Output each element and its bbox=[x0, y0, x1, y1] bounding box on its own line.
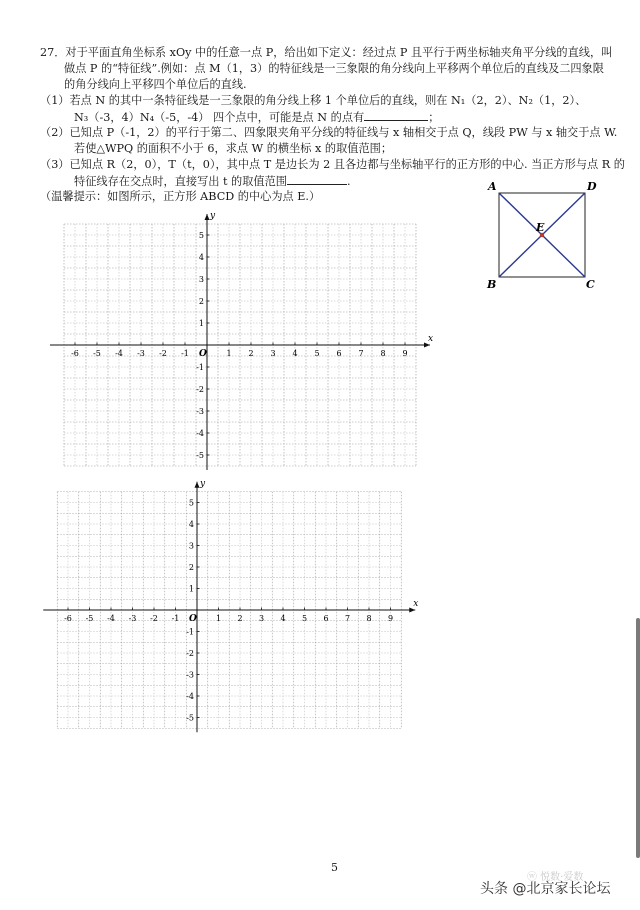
y-tick-label: -1 bbox=[196, 363, 204, 372]
y-tick-label: -5 bbox=[196, 451, 204, 460]
x-tick-label: 9 bbox=[387, 614, 394, 623]
y-tick-label: -5 bbox=[186, 713, 194, 723]
x-tick-label: 9 bbox=[402, 349, 408, 358]
x-tick-label: -6 bbox=[64, 614, 72, 623]
question-3-end: . bbox=[346, 175, 351, 188]
x-tick-label: -5 bbox=[93, 349, 101, 358]
x-tick-label: 7 bbox=[344, 614, 351, 623]
x-tick-label: 6 bbox=[323, 614, 329, 623]
vertex-label-b: B bbox=[487, 278, 497, 291]
x-tick-label: -1 bbox=[181, 349, 189, 358]
y-axis-label: y bbox=[210, 211, 216, 221]
y-axis-label: y bbox=[200, 478, 206, 489]
y-tick-label: -2 bbox=[186, 649, 194, 658]
x-tick-label: 3 bbox=[258, 614, 265, 623]
y-tick-label: 4 bbox=[188, 520, 194, 529]
vertex-label-d: D bbox=[587, 180, 597, 193]
x-tick-label: 1 bbox=[226, 349, 232, 358]
y-axis-arrow bbox=[195, 482, 200, 488]
hint-line: （温馨提示：如图所示，正方形 ABCD 的中心为点 E.） bbox=[40, 190, 321, 203]
page-number: 5 bbox=[331, 861, 338, 874]
x-tick-label: 4 bbox=[292, 349, 298, 358]
y-tick-label: 3 bbox=[188, 541, 194, 551]
x-tick-label: 8 bbox=[366, 614, 372, 623]
problem-line-1: 27．对于平面直角坐标系 xOy 中的任意一点 P，给出如下定义：经过点 P 且平行于两坐标轴夹角平分线的直线，叫 bbox=[40, 46, 613, 59]
x-tick-label: -2 bbox=[150, 614, 158, 623]
x-tick-label: -1 bbox=[171, 614, 180, 623]
problem-line-3: 的角分线向上平移四个单位后的直线. bbox=[64, 78, 247, 91]
x-tick-label: 2 bbox=[237, 614, 243, 623]
x-axis-label: x bbox=[413, 599, 419, 609]
y-tick-label: -1 bbox=[186, 627, 194, 637]
y-tick-label: 1 bbox=[198, 319, 204, 328]
question-3-text: 特征线存在交点时，直接写出 t 的取值范围 bbox=[74, 175, 287, 188]
y-tick-label: -3 bbox=[186, 670, 194, 680]
vertex-label-c: C bbox=[586, 278, 595, 291]
x-axis-label: x bbox=[428, 334, 434, 344]
question-1-text: N₃（-3，4）N₄（-5，-4） 四个点中，可能是点 N 的点有 bbox=[74, 111, 365, 124]
y-tick-label: 4 bbox=[198, 253, 204, 262]
watermark-text: 头条 @北京家长论坛 bbox=[480, 881, 611, 897]
origin-label: O bbox=[199, 349, 207, 359]
x-tick-label: 4 bbox=[280, 614, 286, 623]
vertex-label-a: A bbox=[488, 180, 497, 193]
x-tick-label: 1 bbox=[215, 614, 222, 623]
y-tick-label: -4 bbox=[196, 429, 204, 438]
faint-watermark: ⓦ 悦数·爱数 bbox=[527, 872, 584, 883]
y-tick-label: 5 bbox=[188, 498, 194, 508]
x-tick-label: -2 bbox=[159, 349, 167, 358]
x-tick-label: 5 bbox=[301, 614, 308, 623]
x-tick-label: -3 bbox=[137, 349, 145, 358]
y-tick-label: 2 bbox=[188, 563, 194, 572]
question-1-line-a: （1）若点 N 的其中一条特征线是一三象限的角分线上移 1 个单位后的直线，则在 N₁（2，2）、N₂（1，2）、 bbox=[40, 94, 587, 107]
y-tick-label: -4 bbox=[186, 692, 194, 701]
x-tick-label: 3 bbox=[270, 349, 276, 358]
y-tick-label: 2 bbox=[198, 297, 204, 306]
question-1-end: ； bbox=[428, 111, 440, 124]
y-axis-arrow bbox=[205, 214, 210, 220]
y-tick-label: 3 bbox=[198, 275, 204, 284]
y-tick-label: 1 bbox=[188, 584, 194, 594]
x-tick-label: -4 bbox=[107, 614, 115, 623]
y-tick-label: -3 bbox=[196, 407, 204, 416]
problem-line-2: 做点 P 的“特征线”.例如：点 M（1，3）的特征线是一三象限的角分线向上平移两个单位后的直线及二四象限 bbox=[64, 62, 604, 75]
x-tick-label: -3 bbox=[128, 614, 137, 623]
x-tick-label: -6 bbox=[71, 349, 79, 358]
x-tick-label: -5 bbox=[85, 614, 94, 623]
scrollbar[interactable] bbox=[636, 618, 640, 858]
x-tick-label: 2 bbox=[248, 349, 254, 358]
x-tick-label: 7 bbox=[358, 349, 364, 358]
y-tick-label: -2 bbox=[196, 385, 204, 394]
x-tick-label: 6 bbox=[336, 349, 342, 358]
center-label-e: E bbox=[536, 221, 545, 234]
question-2-line-a: （2）已知点 P（-1，2）的平行于第二、四象限夹角平分线的特征线与 x 轴相交于点 Q，线段 PW 与 x 轴交于点 W. bbox=[40, 126, 618, 139]
x-tick-label: 8 bbox=[380, 349, 386, 358]
y-tick-label: 5 bbox=[198, 231, 204, 240]
x-tick-label: 5 bbox=[314, 349, 320, 358]
question-3-line-a: （3）已知点 R（2，0），T（t，0），其中点 T 是边长为 2 且各边都与坐标轴平行的正方形的中心. 当正方形与点 R 的 bbox=[40, 158, 625, 171]
question-2-line-b: 若使△WPQ 的面积不小于 6，求点 W 的横坐标 x 的取值范围； bbox=[74, 142, 393, 155]
x-tick-label: -4 bbox=[115, 349, 123, 358]
origin-label: O bbox=[189, 614, 197, 624]
